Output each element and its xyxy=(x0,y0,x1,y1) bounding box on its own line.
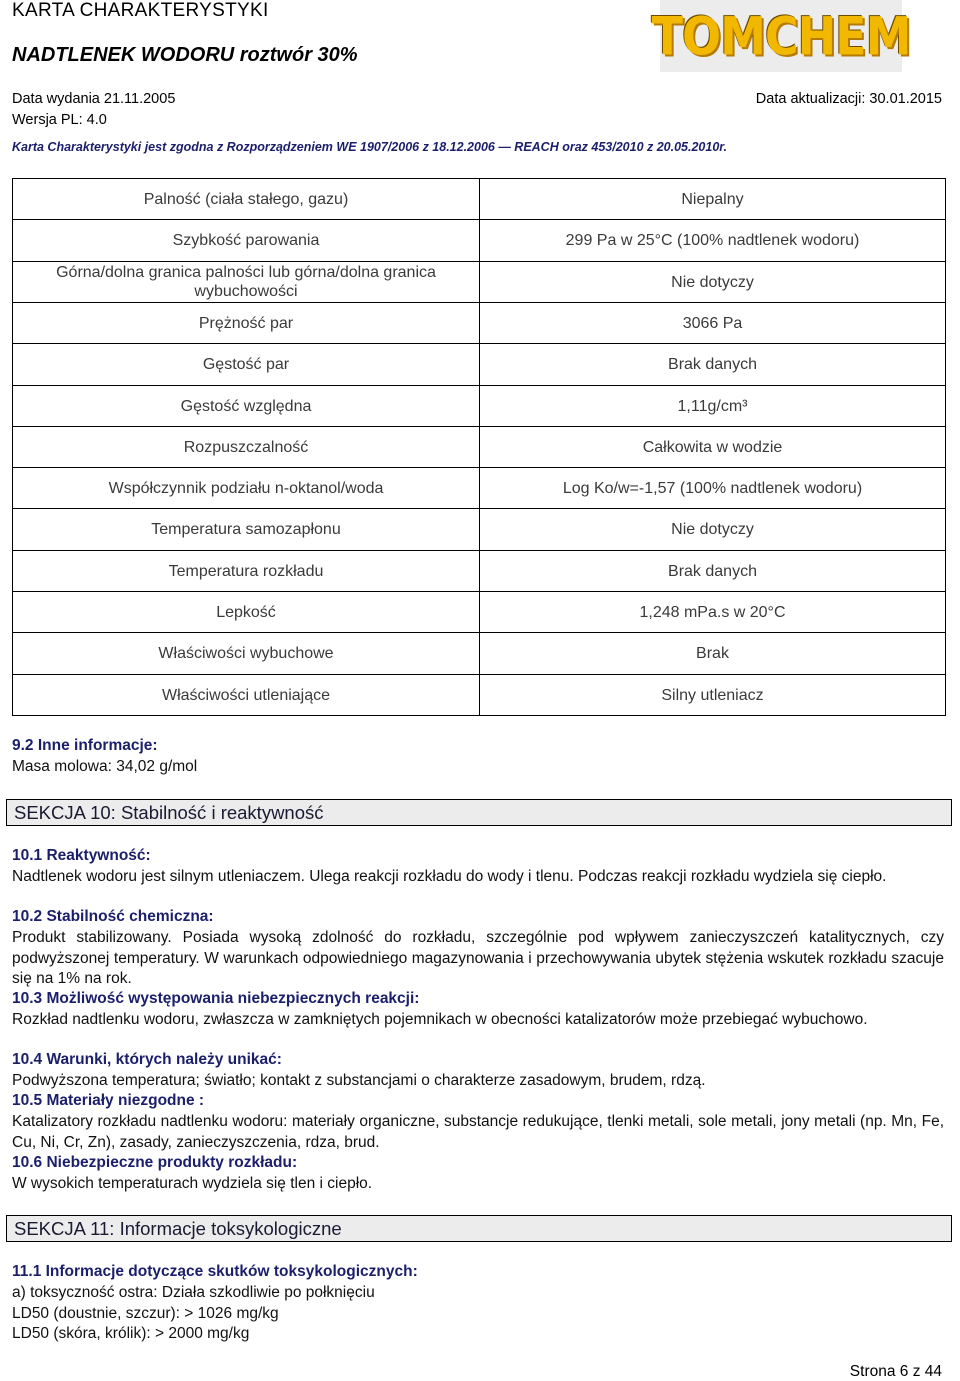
section-10-6-heading: 10.6 Niebezpieczne produkty rozkładu: xyxy=(12,1154,298,1171)
section-10-2-text: Produkt stabilizowany. Posiada wysoką zdolność do rozkładu, szczególnie pod wpływem zanieczyszczeń katalitycznych, czy podwyższonej temperatury. W warunkach odpowiedniego magazynowania i przechowywania ubytek stężenia wskutek rozkładu szacuje się na 1% na rok. xyxy=(12,929,944,987)
section-10-5-text: Katalizatory rozkładu nadtlenku wodoru: materiały organiczne, substancje redukujące, tlenki metali, sole metali, jony metali (np. Mn, Fe, Cu, Ni, Cr, Zn), zasady, zanieczyszczenia, rdza, brud. xyxy=(12,1113,944,1151)
section-9-2-heading: 9.2 Inne informacje: xyxy=(12,737,158,754)
section-10-1-heading: 10.1 Reaktywność: xyxy=(12,847,151,864)
property-label: Gęstość par xyxy=(12,343,480,386)
ld50-dermal: LD50 (skóra, królik): > 2000 mg/kg xyxy=(12,1325,250,1342)
property-value: Brak xyxy=(480,632,946,675)
property-label: Prężność par xyxy=(12,302,480,344)
section-10-1-text: Nadtlenek wodoru jest silnym utleniaczem. Ulega reakcji rozkładu do wody i tlenu. Podczas reakcji rozkładu wydziela się ciepło. xyxy=(12,868,887,885)
section-10-6-text: W wysokich temperaturach wydziela się tlen i ciepło. xyxy=(12,1175,373,1192)
product-name: NADTLENEK WODORU roztwór 30% xyxy=(12,44,358,66)
property-value: 1,11g/cm³ xyxy=(480,385,946,427)
page-number: Strona 6 z 44 xyxy=(849,1363,942,1380)
property-label: Górna/dolna granica palności lub górna/dolna granica wybuchowości xyxy=(12,261,480,303)
section-10-2-heading: 10.2 Stabilność chemiczna: xyxy=(12,908,214,925)
section-10-4-text: Podwyższona temperatura; światło; kontakt z substancjami o charakterze zasadowym, brudem, rdzą. xyxy=(12,1072,706,1089)
document-title: KARTA CHARAKTERYSTYKI xyxy=(12,0,269,21)
acute-toxicity: a) toksyczność ostra: Działa szkodliwie po połknięciu xyxy=(12,1284,375,1301)
company-logo xyxy=(651,0,911,72)
property-value: Log Ko/w=-1,57 (100% nadtlenek wodoru) xyxy=(480,467,946,509)
property-value: Brak danych xyxy=(480,550,946,592)
update-date: Data aktualizacji: 30.01.2015 xyxy=(755,91,942,107)
version: Wersja PL: 4.0 xyxy=(12,112,107,128)
property-label: Właściwości utleniające xyxy=(12,674,480,716)
regulation-note: Karta Charakterystyki jest zgodna z Rozporządzeniem WE 1907/2006 z 18.12.2006 — REACH oraz 453/2010 z 20.05.2010r. xyxy=(12,140,727,154)
section-10-3-heading: 10.3 Możliwość występowania niebezpiecznych reakcji: xyxy=(12,990,420,1007)
property-label: Współczynnik podziału n-oktanol/woda xyxy=(12,467,480,509)
section-10-3-text: Rozkład nadtlenku wodoru, zwłaszcza w zamkniętych pojemnikach w obecności katalizatorów może przebiegać wybuchowo. xyxy=(12,1011,868,1028)
property-value: 3066 Pa xyxy=(480,302,946,344)
property-value: 1,248 mPa.s w 20°C xyxy=(480,591,946,633)
property-label: Palność (ciała stałego, gazu) xyxy=(12,178,480,220)
property-value: Brak danych xyxy=(480,343,946,386)
property-label: Temperatura samozapłonu xyxy=(12,508,480,551)
issue-date: Data wydania 21.11.2005 xyxy=(12,91,176,107)
section-11-1-heading: 11.1 Informacje dotyczące skutków toksykologicznych: xyxy=(12,1263,418,1280)
property-label: Lepkość xyxy=(12,591,480,633)
molar-mass: Masa molowa: 34,02 g/mol xyxy=(12,758,198,775)
property-label: Gęstość względna xyxy=(12,385,480,427)
section-10-5-heading: 10.5 Materiały niezgodne : xyxy=(12,1092,205,1109)
ld50-oral: LD50 (doustnie, szczur): > 1026 mg/kg xyxy=(12,1305,279,1322)
section-10-4-heading: 10.4 Warunki, których należy unikać: xyxy=(12,1051,282,1068)
property-label: Temperatura rozkładu xyxy=(12,550,480,592)
property-label: Właściwości wybuchowe xyxy=(12,632,480,675)
logo-text: TOMCHEM xyxy=(651,4,911,68)
property-value: Nie dotyczy xyxy=(480,508,946,551)
property-label: Szybkość parowania xyxy=(12,219,480,262)
property-value: Całkowita w wodzie xyxy=(480,426,946,468)
property-label: Rozpuszczalność xyxy=(12,426,480,468)
property-value: 299 Pa w 25°C (100% nadtlenek wodoru) xyxy=(480,219,946,262)
property-value: Silny utleniacz xyxy=(480,674,946,716)
property-value: Nie dotyczy xyxy=(480,261,946,303)
section-11-header: SEKCJA 11: Informacje toksykologiczne xyxy=(6,1215,952,1242)
properties-table xyxy=(12,178,946,715)
property-value: Niepalny xyxy=(480,178,946,220)
section-10-header: SEKCJA 10: Stabilność i reaktywność xyxy=(6,799,952,826)
